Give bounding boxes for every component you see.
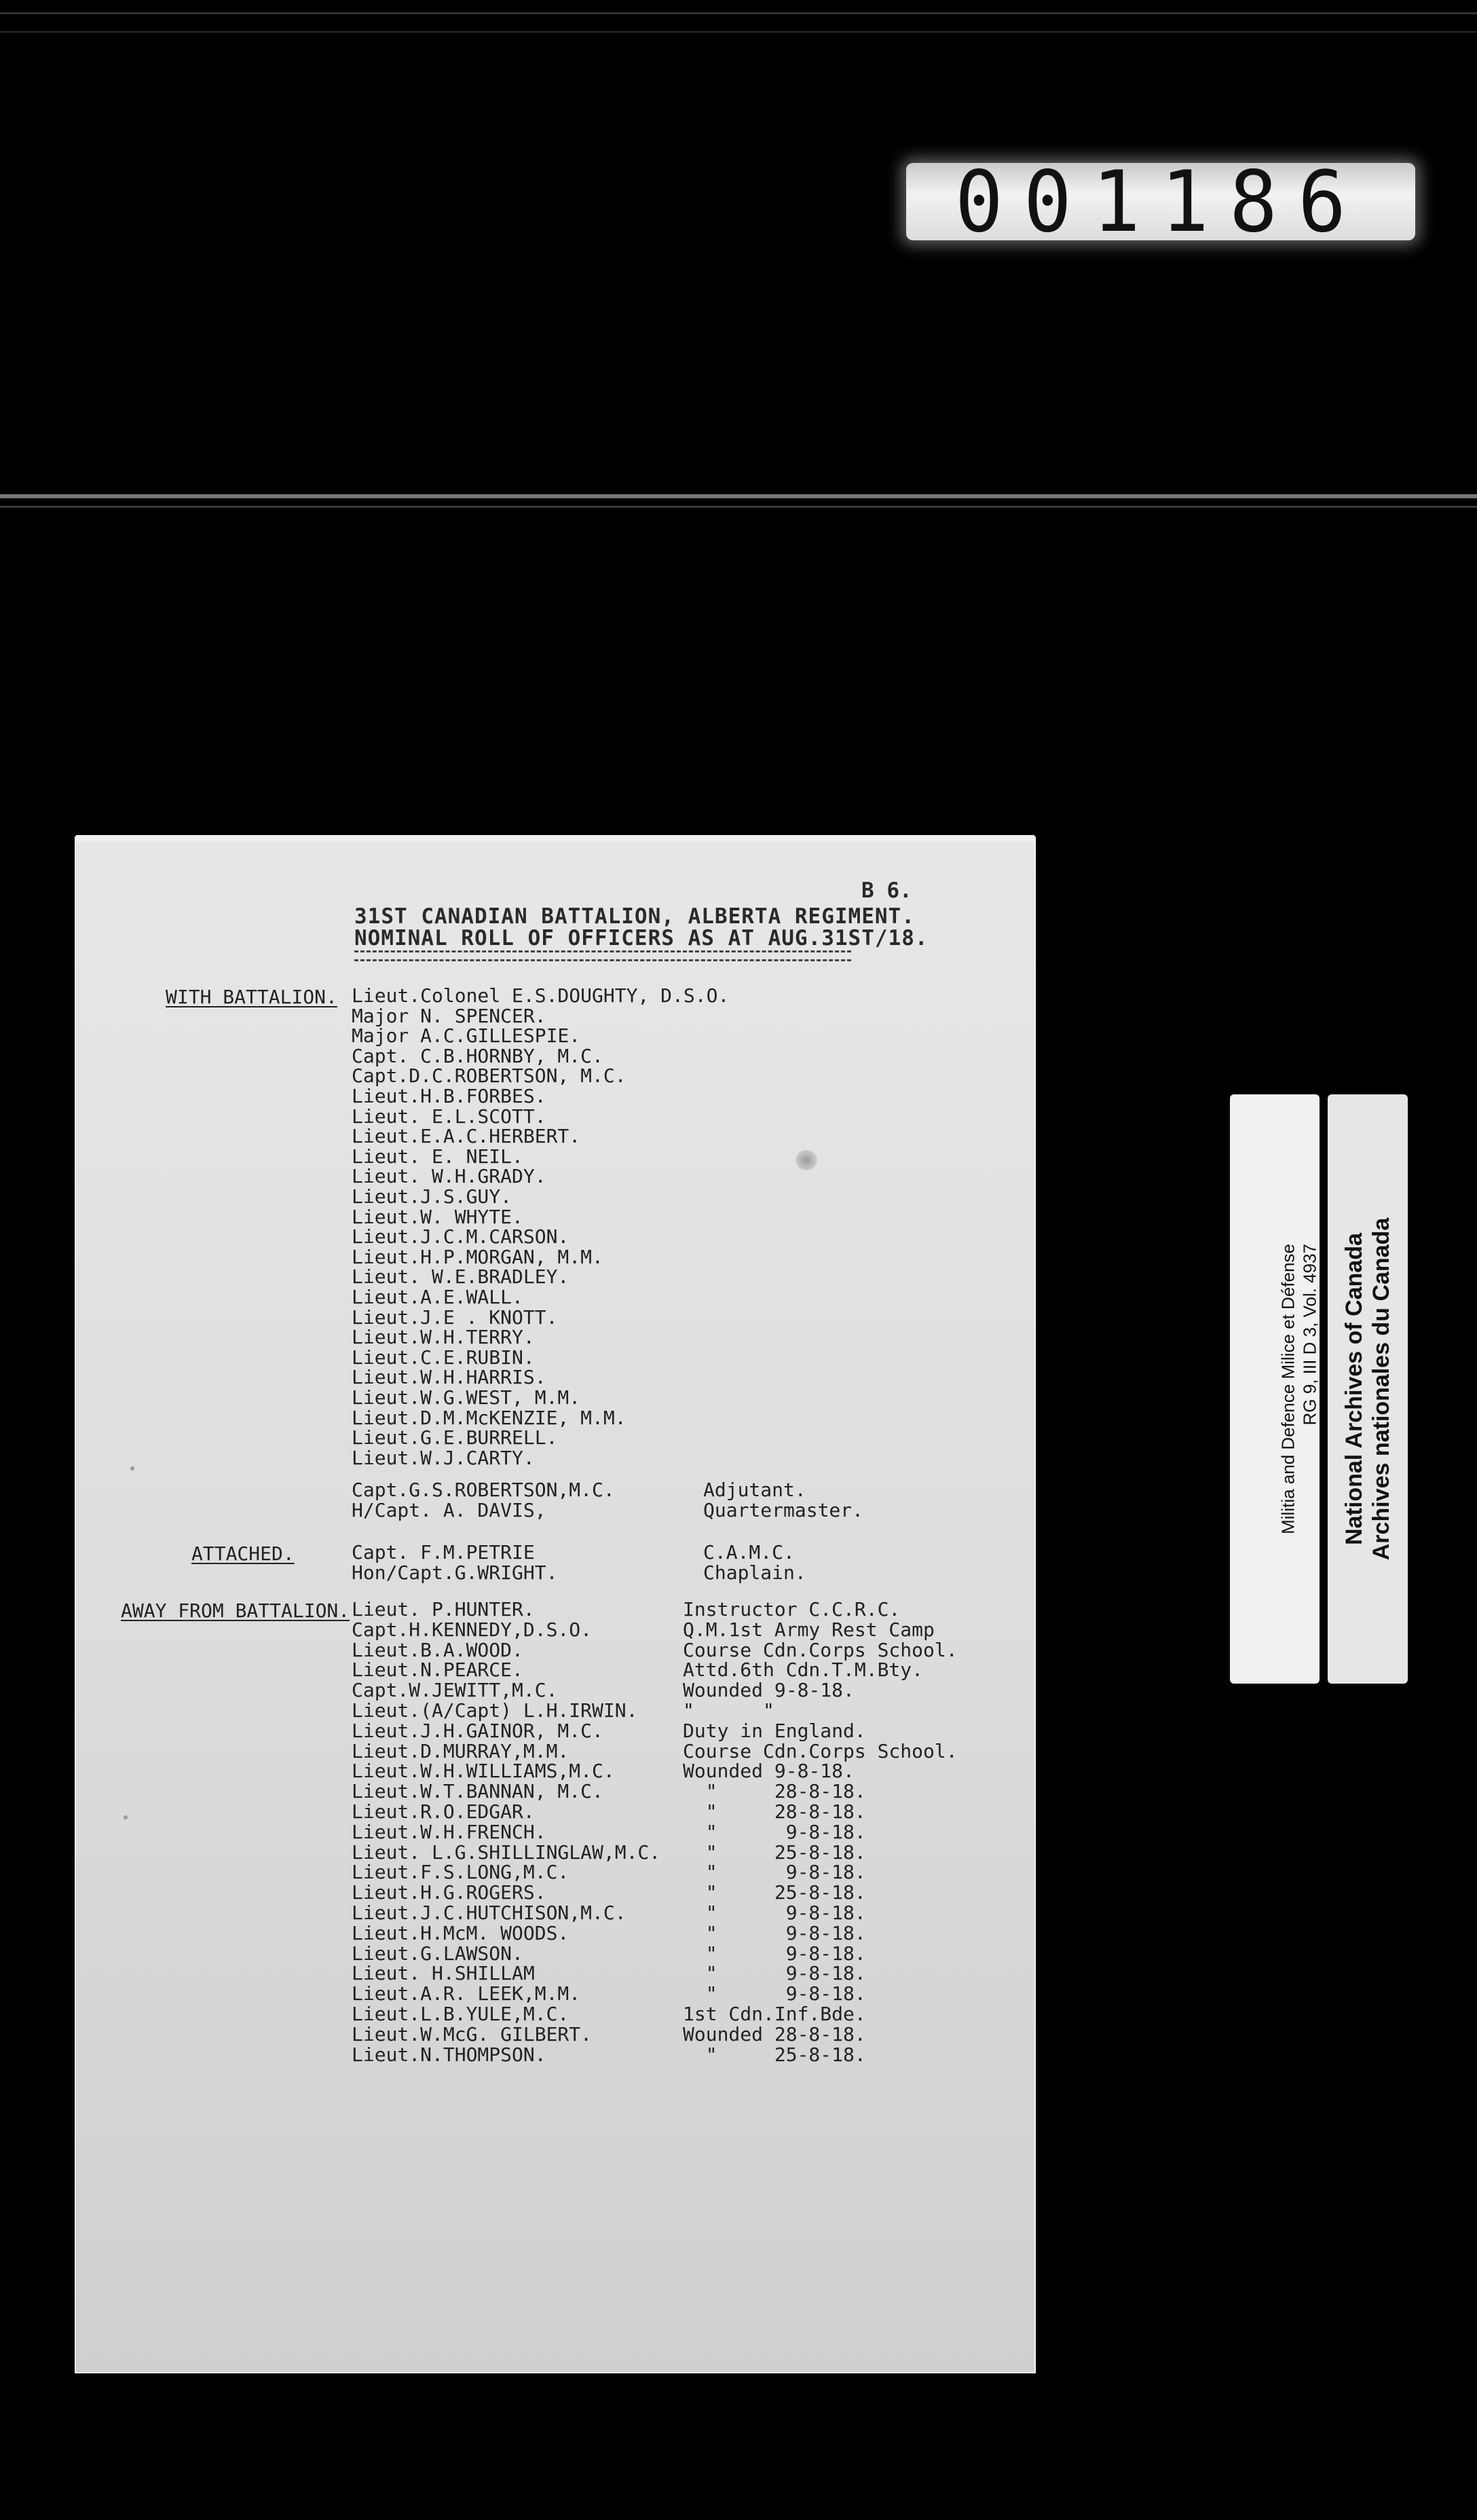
away-officer-note: " 9-8-18. <box>683 1942 866 1965</box>
officer-name: Lieut. W.E.BRADLEY. <box>352 1265 569 1289</box>
document-subtitle: NOMINAL ROLL OF OFFICERS AS AT AUG.31ST/18. <box>354 926 929 950</box>
page-edge <box>76 835 1034 842</box>
away-officer-name: Lieut.W.H.FRENCH. <box>352 1820 546 1843</box>
paper-speck <box>124 1815 128 1819</box>
staff-officer-role: Quartermaster. <box>703 1499 864 1521</box>
away-officer-note: " 9-8-18. <box>683 1962 866 1985</box>
officer-name: Capt. C.B.HORNBY, M.C. <box>352 1044 603 1067</box>
frame-counter <box>906 152 1415 251</box>
title-double-rule <box>354 950 851 961</box>
away-officer-name: Lieut.N.PEARCE. <box>352 1659 523 1682</box>
away-officer-note: Instructor C.C.R.C. <box>683 1598 901 1620</box>
away-officer-note: Wounded 9-8-18. <box>683 1760 855 1783</box>
officer-name: Lieut.W.H.TERRY. <box>352 1326 535 1349</box>
away-officer-note: " 28-8-18. <box>683 1780 866 1803</box>
attached-officer-name: Capt. F.M.PETRIE <box>352 1541 535 1563</box>
section-with-battalion: WITH BATTALION. <box>166 986 337 1008</box>
officer-name: Lieut.J.C.M.CARSON. <box>352 1225 569 1248</box>
officer-name: Lieut.Colonel E.S.DOUGHTY, D.S.O. <box>352 984 730 1007</box>
department-en: Militia and Defence <box>1277 1384 1298 1534</box>
officer-name: Lieut.W.H.HARRIS. <box>352 1366 546 1389</box>
away-officer-note: Wounded 9-8-18. <box>683 1679 855 1702</box>
archive-reference-tab <box>1230 1094 1320 1684</box>
away-officer-note: " 25-8-18. <box>683 2043 866 2066</box>
away-officer-name: Capt.W.JEWITT,M.C. <box>352 1679 558 1702</box>
officer-name: Lieut.G.E.BURRELL. <box>352 1426 558 1449</box>
away-officer-name: Lieut.G.LAWSON. <box>352 1942 523 1965</box>
away-officer-name: Capt.H.KENNEDY,D.S.O. <box>352 1618 593 1641</box>
section-attached: ATTACHED. <box>191 1542 295 1565</box>
away-officer-name: Lieut.N.THOMPSON. <box>352 2043 546 2066</box>
frame-counter-number: 001186 <box>954 152 1367 251</box>
officer-name: Capt.D.C.ROBERTSON, M.C. <box>352 1064 627 1088</box>
away-officer-name: Lieut.W.McG. GILBERT. <box>352 2022 593 2045</box>
officer-name: Lieut.W. WHYTE. <box>352 1205 523 1228</box>
archive-name-en: National Archives of Canada <box>1341 1233 1367 1545</box>
away-officer-name: Lieut.H.G.ROGERS. <box>352 1881 546 1904</box>
away-officer-note: " 9-8-18. <box>683 1982 866 2005</box>
frame-divider <box>0 506 1477 508</box>
away-officer-name: Lieut. L.G.SHILLINGLAW,M.C. <box>352 1840 661 1864</box>
away-officer-name: Lieut.R.O.EDGAR. <box>352 1800 535 1823</box>
officer-name: Major A.C.GILLESPIE. <box>352 1024 581 1048</box>
away-officer-note: " 28-8-18. <box>683 1800 866 1823</box>
paper-smudge <box>796 1150 817 1170</box>
officer-name: Lieut.W.J.CARTY. <box>352 1446 535 1469</box>
away-officer-name: Lieut.J.H.GAINOR, M.C. <box>352 1719 603 1742</box>
officer-name: Lieut.W.G.WEST, M.M. <box>352 1386 581 1409</box>
attached-officer-role: Chaplain. <box>703 1561 806 1584</box>
staff-officer-role: Adjutant. <box>703 1479 806 1501</box>
away-officer-note: " 25-8-18. <box>683 1881 866 1904</box>
away-officer-note: 1st Cdn.Inf.Bde. <box>683 2003 866 2025</box>
away-officer-note: " 25-8-18. <box>683 1840 866 1864</box>
officer-name: Major N. SPENCER. <box>352 1004 546 1027</box>
archive-name-tab <box>1328 1094 1408 1684</box>
officer-name: Lieut. W.H.GRADY. <box>352 1165 546 1188</box>
department-fr: Milice et Défense <box>1277 1244 1298 1379</box>
away-officer-name: Lieut.H.McM. WOODS. <box>352 1921 569 1944</box>
archive-name-fr: Archives nationales du Canada <box>1368 1217 1394 1561</box>
away-officer-name: Lieut. H.SHILLAM <box>352 1962 535 1985</box>
officer-name: Lieut.D.M.McKENZIE, M.M. <box>352 1406 627 1429</box>
away-officer-note: Wounded 28-8-18. <box>683 2022 866 2045</box>
away-officer-note: Q.M.1st Army Rest Camp <box>683 1618 935 1641</box>
away-officer-name: Lieut.F.S.LONG,M.C. <box>352 1861 569 1884</box>
away-officer-note: " 9-8-18. <box>683 1902 866 1924</box>
document-page <box>75 836 1036 2373</box>
officer-name: Lieut.A.E.WALL. <box>352 1286 523 1308</box>
attached-officer-role: C.A.M.C. <box>703 1541 795 1563</box>
away-officer-name: Lieut. P.HUNTER. <box>352 1598 535 1620</box>
officer-name: Lieut.E.A.C.HERBERT. <box>352 1125 581 1148</box>
away-officer-note: " 9-8-18. <box>683 1921 866 1944</box>
away-officer-name: Lieut.W.T.BANNAN, M.C. <box>352 1780 603 1803</box>
archive-reference: RG 9, III D 3, Vol. 4937 <box>1299 1244 1320 1426</box>
officer-name: Lieut.J.E . KNOTT. <box>352 1305 558 1329</box>
film-edge-line <box>0 12 1477 14</box>
page-reference: B 6. <box>861 878 912 903</box>
away-officer-name: Lieut.W.H.WILLIAMS,M.C. <box>352 1760 615 1783</box>
officer-name: Lieut.H.P.MORGAN, M.M. <box>352 1245 603 1268</box>
film-edge-line <box>0 31 1477 33</box>
away-officer-note: Duty in England. <box>683 1719 866 1742</box>
frame-divider <box>0 494 1477 498</box>
away-officer-name: Lieut.D.MURRAY,M.M. <box>352 1739 569 1762</box>
away-officer-note: " 9-8-18. <box>683 1820 866 1843</box>
away-officer-note: " " <box>683 1699 774 1722</box>
staff-officer-name: Capt.G.S.ROBERTSON,M.C. <box>352 1479 615 1501</box>
away-officer-name: Lieut.A.R. LEEK,M.M. <box>352 1982 581 2005</box>
away-officer-name: Lieut.L.B.YULE,M.C. <box>352 2003 569 2025</box>
away-officer-note: " 9-8-18. <box>683 1861 866 1884</box>
document-title: 31ST CANADIAN BATTALION, ALBERTA REGIMENT. <box>354 904 915 929</box>
officer-name: Lieut. E.L.SCOTT. <box>352 1105 546 1128</box>
section-away: AWAY FROM BATTALION. <box>121 1599 350 1622</box>
away-officer-note: Attd.6th Cdn.T.M.Bty. <box>683 1659 924 1682</box>
officer-name: Lieut.J.S.GUY. <box>352 1185 512 1208</box>
officer-name: Lieut.H.B.FORBES. <box>352 1085 546 1107</box>
officer-name: Lieut.C.E.RUBIN. <box>352 1346 535 1369</box>
paper-speck <box>130 1466 134 1470</box>
away-officer-name: Lieut.J.C.HUTCHISON,M.C. <box>352 1902 627 1924</box>
away-officer-note: Course Cdn.Corps School. <box>683 1739 958 1762</box>
away-officer-name: Lieut.B.A.WOOD. <box>352 1638 523 1661</box>
attached-officer-name: Hon/Capt.G.WRIGHT. <box>352 1561 558 1584</box>
away-officer-note: Course Cdn.Corps School. <box>683 1638 958 1661</box>
staff-officer-name: H/Capt. A. DAVIS, <box>352 1499 546 1521</box>
officer-name: Lieut. E. NEIL. <box>352 1145 523 1168</box>
away-officer-name: Lieut.(A/Capt) L.H.IRWIN. <box>352 1699 638 1722</box>
